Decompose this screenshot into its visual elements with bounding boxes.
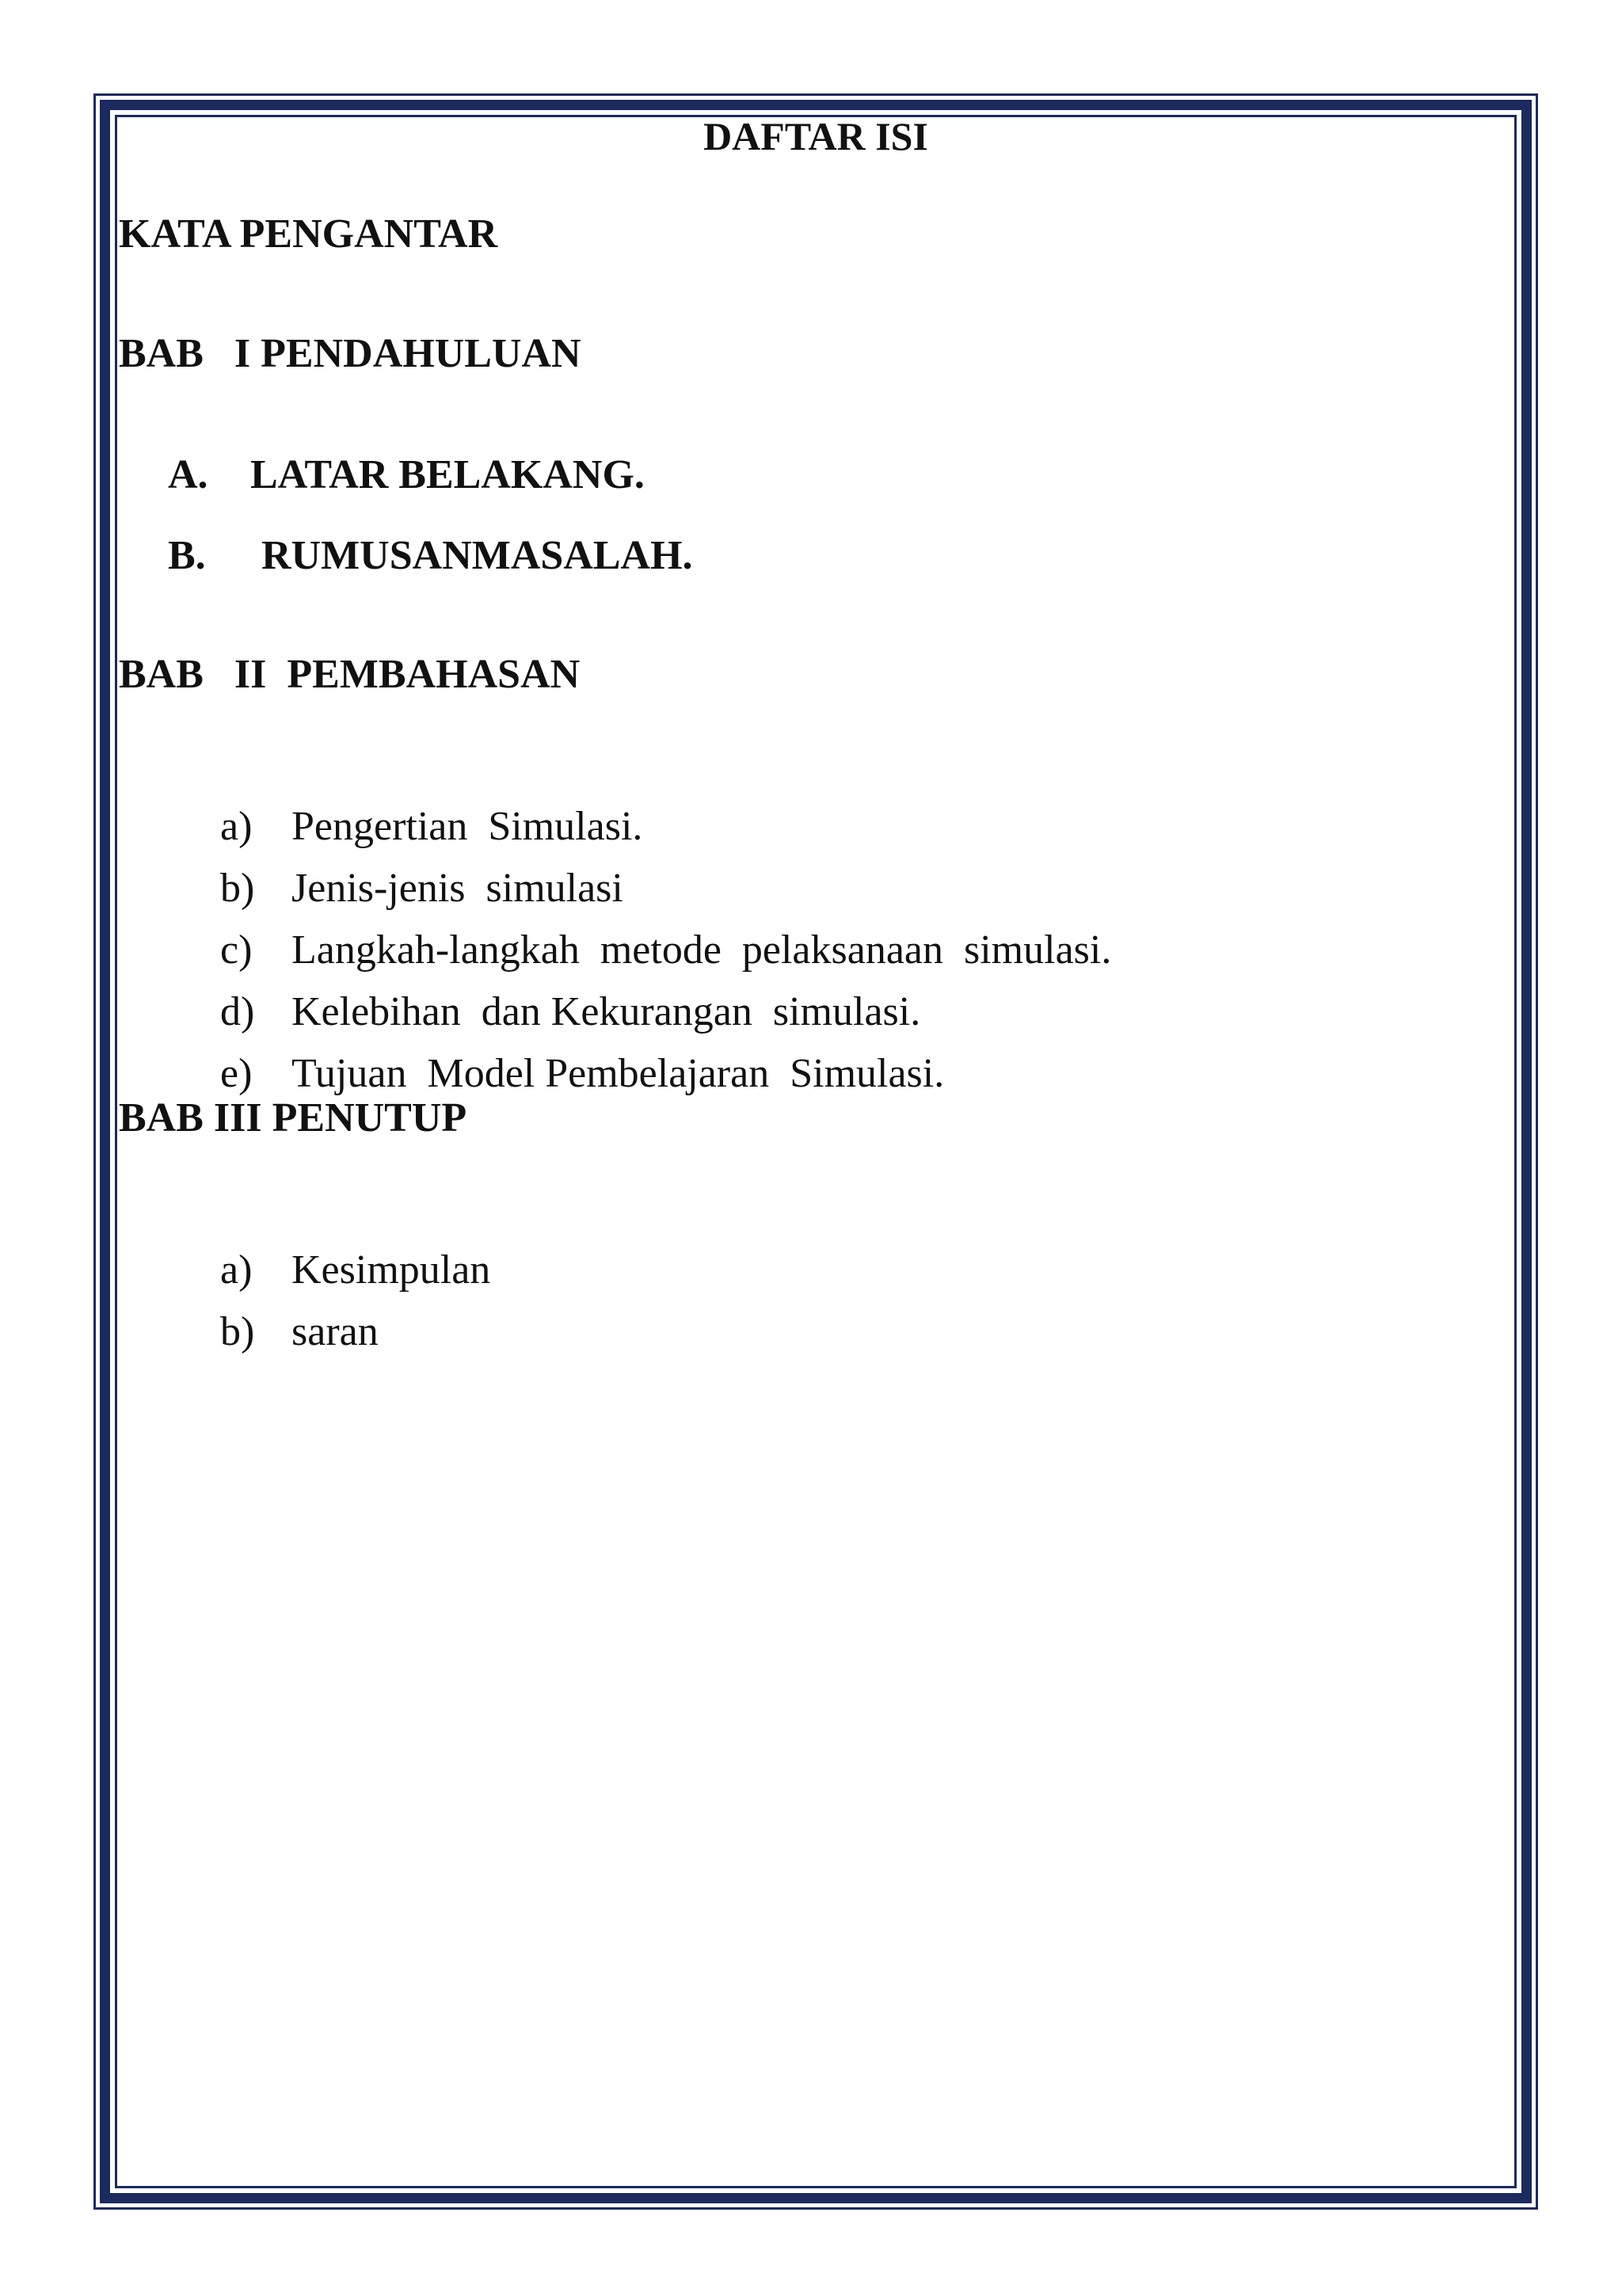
list-marker: d) <box>220 989 255 1034</box>
list-item-latar-belakang <box>168 450 645 501</box>
list-marker: b) <box>220 866 255 911</box>
list-item-text: Pengertian Simulasi. <box>291 804 643 849</box>
heading-bab-2: BAB II PEMBAHASAN <box>119 652 581 697</box>
list-marker: c) <box>220 927 253 973</box>
list-marker: A. <box>168 452 208 497</box>
heading-bab-1: BAB I PENDAHULUAN <box>119 331 581 376</box>
list-item-text: Kelebihan dan Kekurangan simulasi. <box>291 989 921 1034</box>
list-item-text: Kesimpulan <box>291 1247 491 1293</box>
list-item-text: LATAR BELAKANG. <box>250 452 645 497</box>
list-item-text: saran <box>291 1309 379 1354</box>
list-marker: B. <box>168 533 206 578</box>
list-marker: e) <box>220 1051 253 1096</box>
list-item-text: Langkah-langkah metode pelaksanaan simulasi. <box>291 927 1112 973</box>
list-item-text: Tujuan Model Pembelajaran Simulasi. <box>291 1051 945 1096</box>
list-item-rumusan-masalah <box>168 531 693 581</box>
page-border-inner <box>115 115 1517 2188</box>
list-item-text: Jenis-jenis simulasi <box>291 866 623 911</box>
list-marker: a) <box>220 804 253 849</box>
heading-bab-3: BAB III PENUTUP <box>119 1095 467 1140</box>
heading-kata-pengantar: KATA PENGANTAR <box>119 211 498 257</box>
list-marker: a) <box>220 1247 253 1293</box>
list-marker: b) <box>220 1309 255 1354</box>
list-item-text: RUMUSANMASALAH. <box>261 533 693 578</box>
list-item-saran <box>179 1256 379 1408</box>
page-title: DAFTAR ISI <box>703 114 928 158</box>
